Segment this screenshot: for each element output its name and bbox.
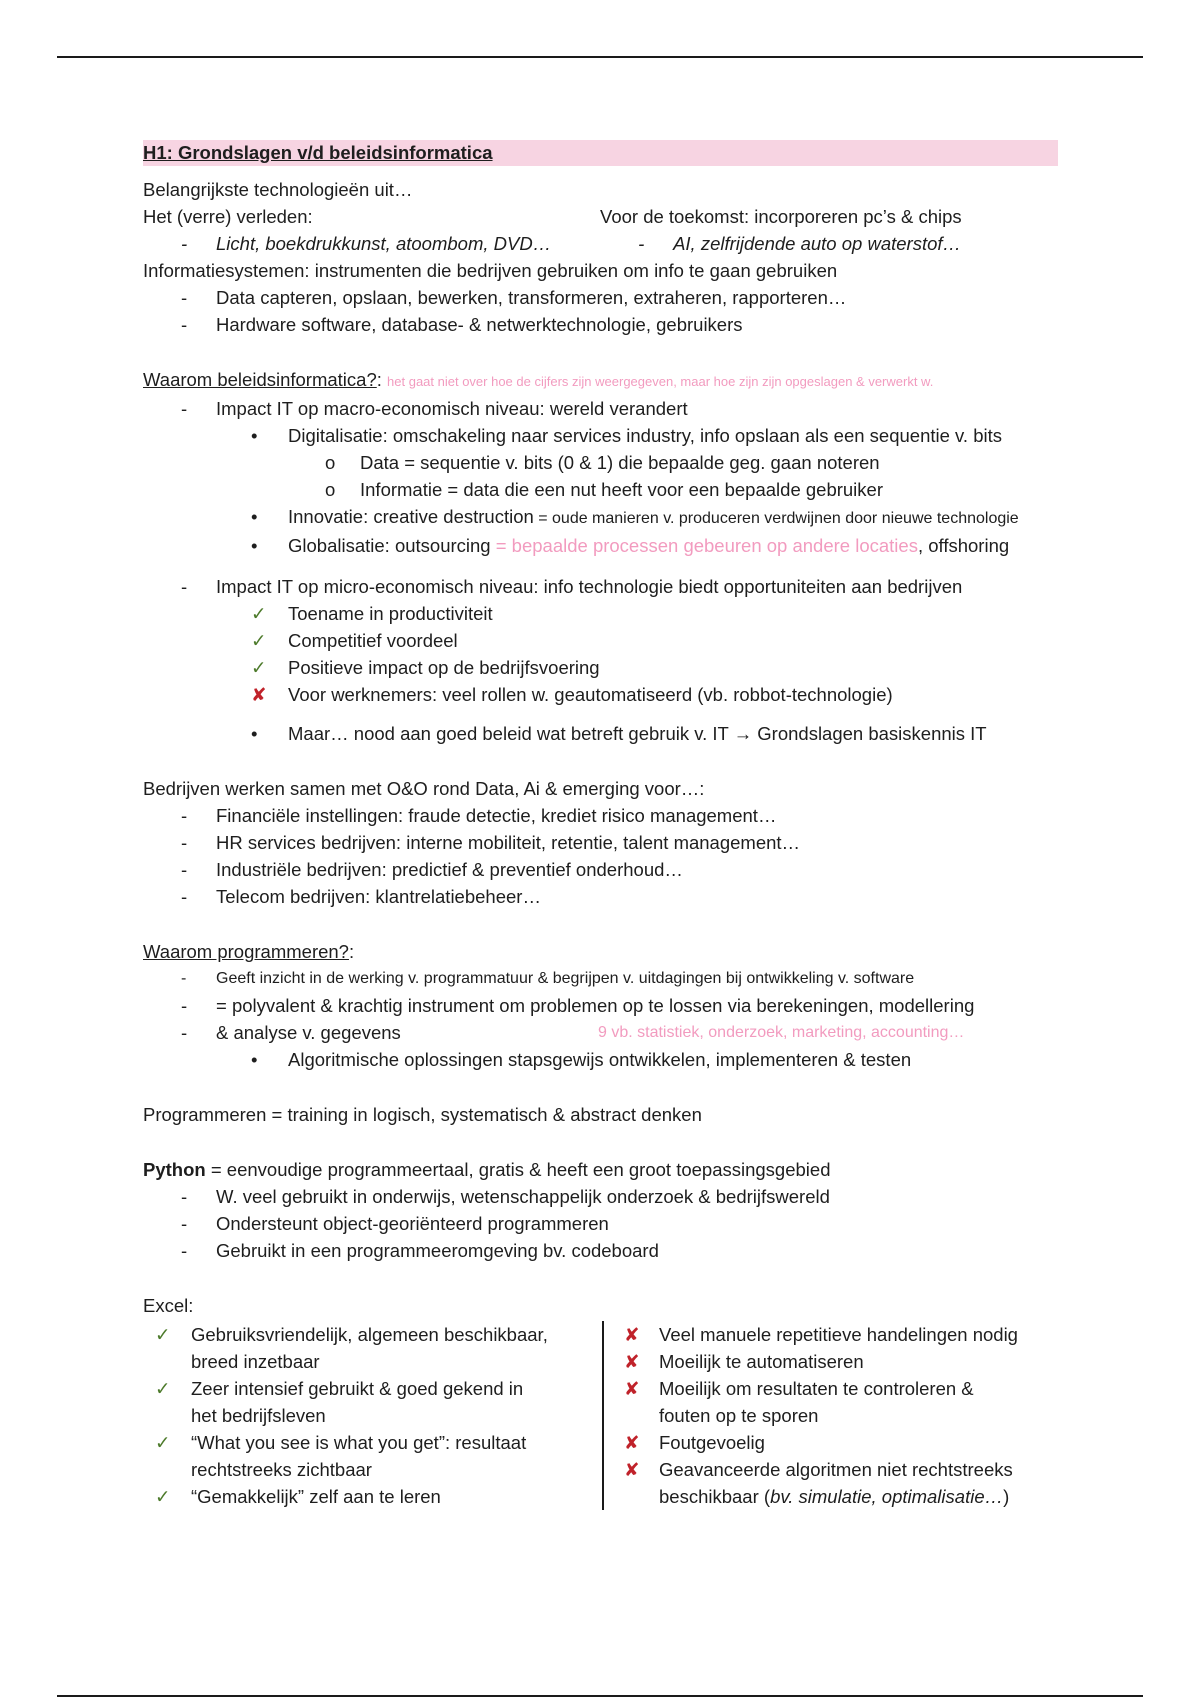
training-line: Programmeren = training in logisch, systematisch & abstract denken xyxy=(143,1104,702,1125)
global-text: Globalisatie: outsourcing xyxy=(288,535,491,556)
digital-text: Digitalisatie: omschakeling naar services industry, info opslaan als een sequentie v. bits xyxy=(288,425,1002,446)
excel-con-italic: bv. simulatie, optimalisatie… xyxy=(770,1486,1004,1507)
pro-text: Competitief voordeel xyxy=(288,630,458,651)
excel-cons xyxy=(602,1321,1058,1510)
excel-pro-line: het bedrijfsleven xyxy=(191,1405,326,1426)
past-items: - Licht, boekdrukkunst, atoombom, DVD… xyxy=(143,230,600,257)
top-rule xyxy=(57,56,1143,58)
why-prog-note: 9 vb. statistiek, onderzoek, marketing, accounting… xyxy=(598,1024,965,1041)
excel-pro-line: rechtstreeks zichtbaar xyxy=(191,1459,372,1480)
innovation-def: = oude manieren v. produceren verdwijnen door nieuwe technologie xyxy=(533,510,1019,527)
excel-con-line: Moeilijk te automatiseren xyxy=(659,1351,864,1372)
bullet-dot: • xyxy=(251,723,258,744)
excel-con-item xyxy=(614,1321,1058,1348)
cross-icon: ✘ xyxy=(624,1432,640,1453)
pro-item xyxy=(143,627,1058,654)
excel-pro-line: Gebruiksvriendelijk, algemeen beschikbaar, xyxy=(191,1324,548,1345)
why-prog-item-cont xyxy=(143,1019,1058,1046)
bullet-dot: • xyxy=(251,425,258,446)
past-future-row xyxy=(143,203,1058,230)
cross-icon: ✘ xyxy=(624,1324,640,1345)
company-item: - Financiële instellingen: fraude detectie, krediet risico management… xyxy=(143,802,1058,829)
check-icon: ✓ xyxy=(155,1432,171,1453)
pro-text: Positieve impact op de bedrijfsvoering xyxy=(288,657,600,678)
algo-text: Algoritmische oplossingen stapsgewijs ontwikkelen, implementeren & testen xyxy=(288,1049,912,1070)
check-icon: ✓ xyxy=(155,1324,171,1345)
global-item xyxy=(143,532,1058,559)
digital-item xyxy=(143,422,1058,449)
why-prog-heading-row xyxy=(143,938,1058,965)
python-item: - Ondersteunt object-georiënteerd programmeren xyxy=(143,1210,1058,1237)
excel-pro-item xyxy=(143,1321,594,1375)
global-note: = bepaalde processen gebeuren op andere locaties xyxy=(490,535,918,556)
micro-item: - Impact IT op micro-economisch niveau: info technologie biedt opportuniteiten aan bedrijven xyxy=(143,573,1058,600)
python-line xyxy=(143,1156,1058,1183)
companies-title: Bedrijven werken samen met O&O rond Data, Ai & emerging voor…: xyxy=(143,778,705,799)
excel-con-line: Moeilijk om resultaten te controleren & xyxy=(659,1378,974,1399)
excel-con-line: Geavanceerde algoritmen niet rechtstreeks xyxy=(659,1459,1013,1480)
check-icon: ✓ xyxy=(155,1486,171,1507)
excel-pros xyxy=(143,1321,602,1510)
data-def-item xyxy=(143,449,1058,476)
check-icon: ✓ xyxy=(251,657,267,678)
excel-con-line: fouten op te sporen xyxy=(659,1405,819,1426)
python-rest: = eenvoudige programmeertaal, gratis & heeft een groot toepassingsgebied xyxy=(205,1159,831,1180)
pro-item xyxy=(143,600,1058,627)
excel-con-line xyxy=(659,1483,1058,1510)
future-label: Voor de toekomst: incorporeren pc’s & chips xyxy=(600,206,962,227)
check-icon: ✓ xyxy=(251,630,267,651)
excel-con-item xyxy=(614,1429,1058,1456)
future-items-text: AI, zelfrijdende auto op waterstof… xyxy=(673,233,962,254)
global-end: , offshoring xyxy=(917,535,1010,556)
con-text: Voor werknemers: veel rollen w. geautomatiseerd (vb. robbot-technologie) xyxy=(288,684,893,705)
pro-item xyxy=(143,654,1058,681)
excel-title: Excel: xyxy=(143,1295,194,1316)
but-item xyxy=(143,720,1058,747)
cross-icon: ✘ xyxy=(624,1351,640,1372)
cross-icon: ✘ xyxy=(624,1378,640,1399)
bullet-circle: o xyxy=(325,479,336,500)
python-item: - Gebruikt in een programmeeromgeving bv. codeboard xyxy=(143,1237,1058,1264)
chapter-heading: H1: Grondslagen v/d beleidsinformatica xyxy=(143,140,1058,166)
info-def-item xyxy=(143,476,1058,503)
excel-pro-item xyxy=(143,1429,594,1483)
excel-pro-line: breed inzetbaar xyxy=(191,1351,320,1372)
excel-con-item xyxy=(614,1456,1058,1510)
why-prog-item: - = polyvalent & krachtig instrument om problemen op te lossen via berekeningen, modellering xyxy=(143,992,1058,1019)
excel-con-text: beschikbaar ( xyxy=(659,1486,771,1507)
check-icon: ✓ xyxy=(155,1378,171,1399)
info-item: - Data capteren, opslaan, bewerken, transformeren, extraheren, rapporteren… xyxy=(143,284,1058,311)
bottom-rule xyxy=(57,1695,1143,1697)
why-bi-colon: : xyxy=(376,369,382,390)
bullet-dot: • xyxy=(251,506,258,527)
innovation-text: Innovatie: creative destruction xyxy=(288,506,534,527)
bullet-dot: • xyxy=(251,535,258,556)
info-systems-line: Informatiesystemen: instrumenten die bedrijven gebruiken om info te gaan gebruiken xyxy=(143,260,838,281)
excel-comparison xyxy=(143,1321,1058,1510)
future-items xyxy=(600,230,1058,257)
excel-pro-line: “Gemakkelijk” zelf aan te leren xyxy=(191,1486,441,1507)
why-prog-item: - Geeft inzicht in de werking v. programmatuur & begrijpen v. uitdagingen bij ontwikkeling v. software xyxy=(143,965,1058,992)
info-def-text: Informatie = data die een nut heeft voor een bepaalde gebruiker xyxy=(360,479,883,500)
bullet-circle: o xyxy=(325,452,336,473)
python-item: - W. veel gebruikt in onderwijs, wetenschappelijk onderzoek & bedrijfswereld xyxy=(143,1183,1058,1210)
excel-pro-item xyxy=(143,1483,594,1510)
data-def-text: Data = sequentie v. bits (0 & 1) die bepaalde geg. gaan noteren xyxy=(360,452,880,473)
intro-line: Belangrijkste technologieën uit… xyxy=(143,179,413,200)
document-page xyxy=(143,140,1058,1510)
why-bi-note: het gaat niet over hoe de cijfers zijn weergegeven, maar hoe zijn zijn opgeslagen & verwerkt w. xyxy=(387,374,934,389)
why-bi-heading-row xyxy=(143,366,1058,395)
excel-pro-line: Zeer intensief gebruikt & goed gekend in xyxy=(191,1378,524,1399)
excel-con-item xyxy=(614,1348,1058,1375)
macro-item: - Impact IT op macro-economisch niveau: wereld verandert xyxy=(143,395,1058,422)
past-future-items-row xyxy=(143,230,1058,257)
excel-con-end: ) xyxy=(1003,1486,1010,1507)
why-prog-colon: : xyxy=(348,941,355,962)
past-label: Het (verre) verleden: xyxy=(143,206,313,227)
company-item: - HR services bedrijven: interne mobiliteit, retentie, talent management… xyxy=(143,829,1058,856)
why-prog-item-cont-text: & analyse v. gegevens xyxy=(216,1022,401,1043)
excel-con-line: Veel manuele repetitieve handelingen nodig xyxy=(659,1324,1018,1345)
why-prog-title: Waarom programmeren? xyxy=(143,941,349,962)
company-item: - Industriële bedrijven: predictief & preventief onderhoud… xyxy=(143,856,1058,883)
python-word: Python xyxy=(143,1159,206,1180)
cross-icon: ✘ xyxy=(251,684,267,705)
excel-pro-line: “What you see is what you get”: resultaat xyxy=(191,1432,527,1453)
excel-con-line: Foutgevoelig xyxy=(659,1432,765,1453)
bullet-dot: • xyxy=(251,1049,258,1070)
cross-icon: ✘ xyxy=(624,1459,640,1480)
why-bi-title: Waarom beleidsinformatica? xyxy=(143,369,377,390)
excel-pro-item xyxy=(143,1375,594,1429)
con-item xyxy=(143,681,1058,708)
company-item: - Telecom bedrijven: klantrelatiebeheer… xyxy=(143,883,1058,910)
pro-text: Toename in productiviteit xyxy=(288,603,493,624)
innovation-item xyxy=(143,503,1058,532)
but-text: Maar… nood aan goed beleid wat betreft gebruik v. IT → Grondslagen basiskennis IT xyxy=(288,723,987,744)
excel-con-item xyxy=(614,1375,1058,1429)
info-item: - Hardware software, database- & netwerktechnologie, gebruikers xyxy=(143,311,1058,338)
check-icon: ✓ xyxy=(251,603,267,624)
algo-item xyxy=(143,1046,1058,1073)
